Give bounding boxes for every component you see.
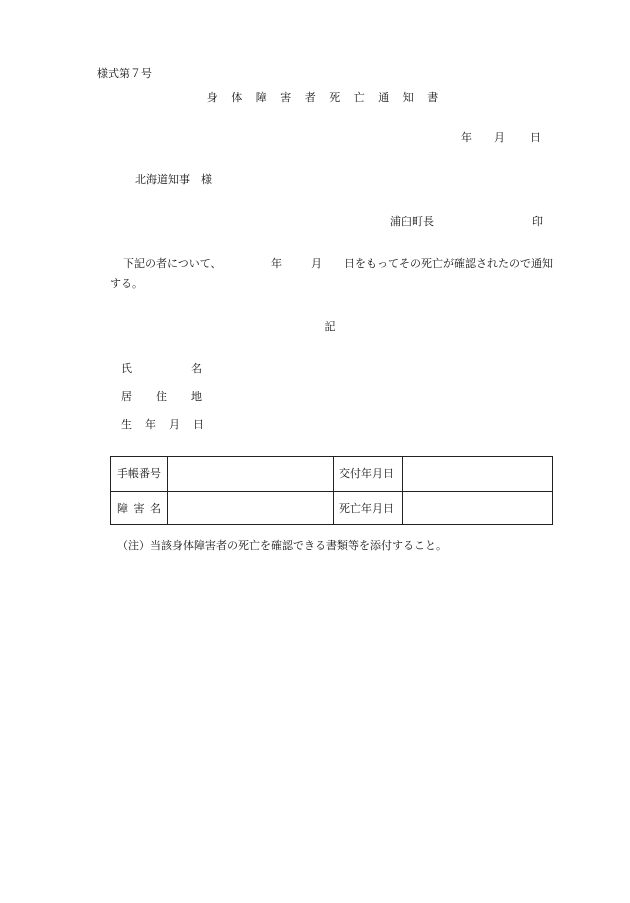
form-number: 様式第７号 [97,67,152,80]
disability-name-value[interactable] [173,502,327,516]
date-month-label: 月 [494,131,505,144]
seal-mark: 印 [532,215,543,228]
techo-number-label: 手帳番号 [117,467,161,480]
field-birthdate-char: 年 [145,418,156,431]
body-rest: 日をもってその死亡が確認されたので通知 [344,257,553,270]
issue-date-value[interactable] [408,467,548,481]
field-name-label [0,362,630,376]
field-birthdate-char: 生 [121,418,132,431]
body-line2: する。 [110,277,143,290]
ki-heading: 記 [324,320,336,333]
field-residence-char: 地 [191,390,202,403]
field-birthdate-char: 月 [169,418,180,431]
field-name-char: 名 [191,362,202,375]
issue-date-label: 交付年月日 [339,467,394,480]
body-year-label: 年 [271,257,282,270]
techo-number-value[interactable] [173,467,327,481]
info-table [110,456,553,525]
field-residence-char: 住 [156,390,167,403]
attachment-note: （注）当該身体障害者の死亡を確認できる書類等を添付すること。 [117,539,447,552]
disability-name-label: 障 害 名 [117,502,162,515]
field-residence-char: 居 [121,390,132,403]
table-divider [111,491,552,492]
field-birthdate-label [0,418,630,432]
document-title: 身 体 障 害 者 死 亡 通 知 書 [206,91,444,104]
body-lead: 下記の者について、 [123,257,222,270]
field-name-char: 氏 [121,362,132,375]
date-year-label: 年 [461,131,472,144]
death-date-value[interactable] [408,502,548,516]
death-date-label: 死亡年月日 [339,502,394,515]
date-day-label: 日 [530,131,541,144]
field-birthdate-char: 日 [193,418,204,431]
addressee: 北海道知事 様 [135,173,212,186]
sender-name: 浦臼町長 [390,215,434,228]
body-month-label: 月 [311,257,322,270]
field-residence-label [0,390,630,404]
